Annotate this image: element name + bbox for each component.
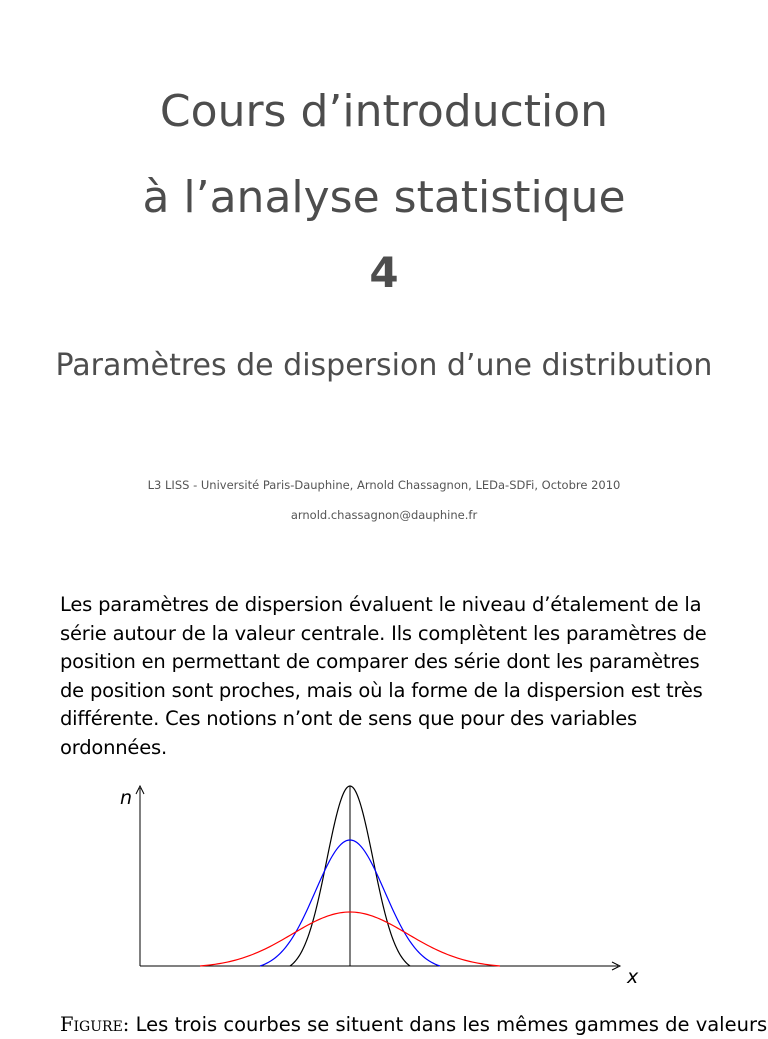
dispersion-figure (100, 780, 660, 995)
intro-paragraph: Les paramètres de dispersion évaluent le niveau d’étalement de la série autour de la valeur centrale. Ils complètent les paramètres de position en permettant de comparer des série dont les paramètres de position sont proches, mais où la forme de la dispersion est très différente. Ces notions n’ont de sens que pour des variables ordonnées. (60, 593, 707, 759)
caption-text: Les trois courbes se situent dans les mêmes gammes de valeurs (129, 1013, 768, 1036)
y-axis-label: n (120, 787, 133, 809)
axes (136, 786, 620, 970)
title-line-2: à l’analyse statistique (142, 172, 626, 223)
x-axis-label: x (627, 966, 639, 988)
lecture-number: 4 (369, 248, 399, 297)
author-email: arnold.chassagnon@dauphine.fr (290, 508, 478, 522)
caption-label: Figure: (60, 1013, 130, 1036)
subtitle: Paramètres de dispersion d’une distribution (55, 348, 713, 383)
figure-caption (60, 1011, 768, 1039)
author-affiliation: L3 LISS - Université Paris-Dauphine, Arnold Chassagnon, LEDa-SDFi, Octobre 2010 (147, 478, 621, 492)
title-line-1: Cours d’introduction (159, 86, 609, 137)
